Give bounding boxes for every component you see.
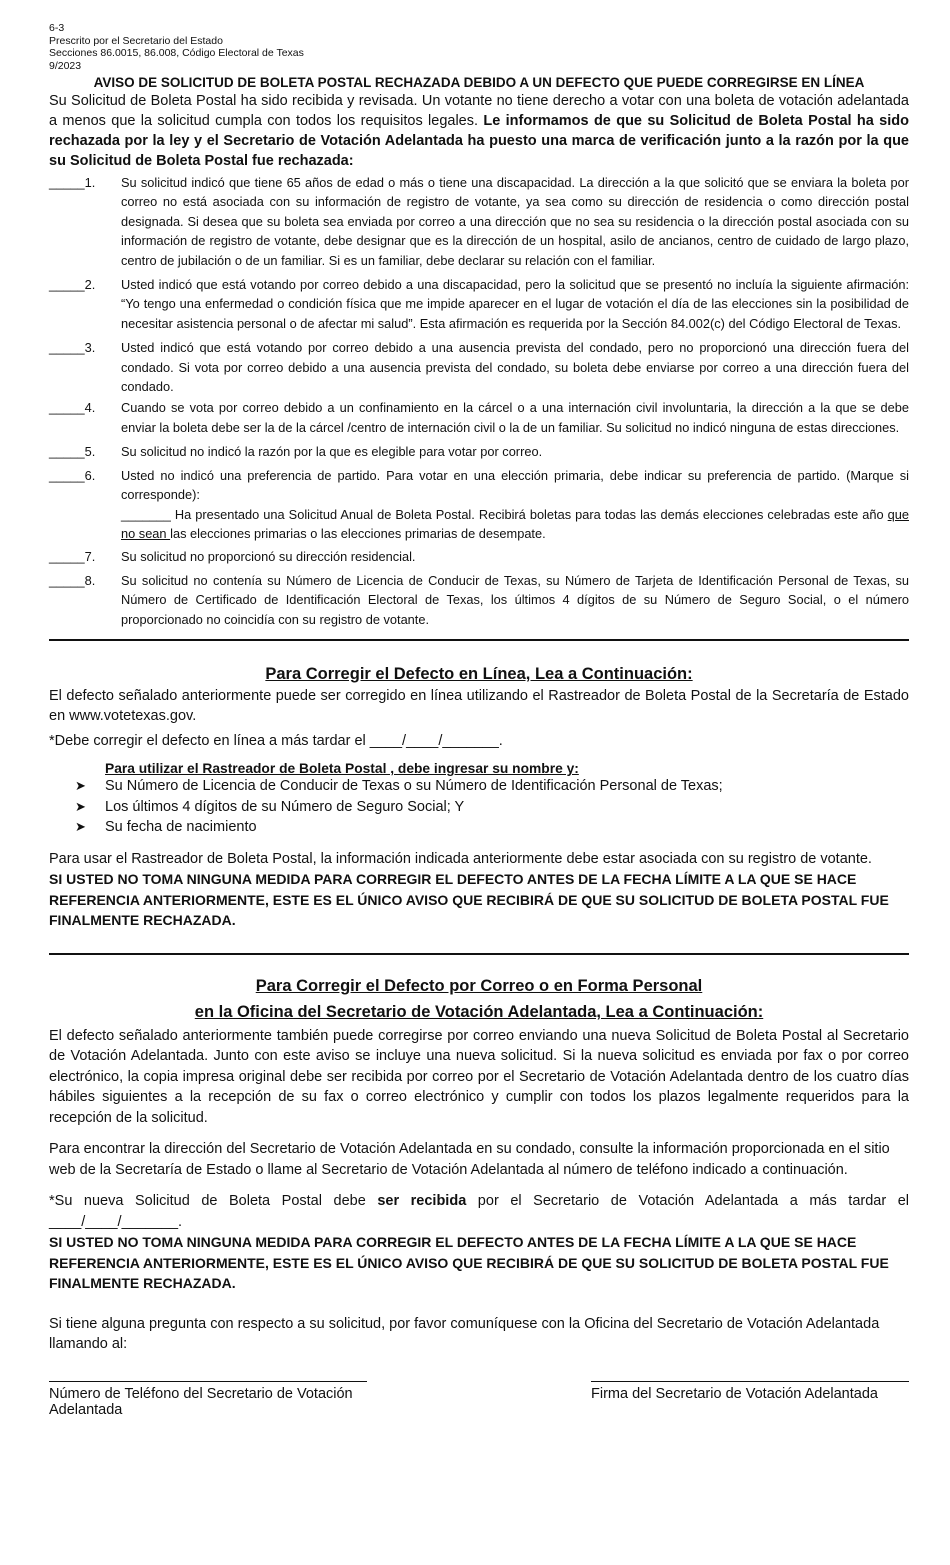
reason-list [49,173,909,629]
annual-application-option [121,505,909,544]
notice-document [49,22,909,1418]
online-warning: SI USTED NO TOMA NINGUNA MEDIDA PARA CORREGIR EL DEFECTO ANTES DE LA FECHA LÍMITE A LA QUE SE HACE REFERENCIA ANTERIORMENTE, ESTE ES EL ÚNICO AVISO QUE RECIBIRÁ DE QUE SU SOLICITUD DE BOLETA POSTAL FUE FINALMENTE RECHAZADA. [49,871,889,929]
requirement-item: ➤ Los últimos 4 dígitos de su Número de Seguro Social; Y [75,797,909,818]
intro-normal: Su Solicitud de Boleta Postal ha sido recibida y revisada. Un votante no tiene derecho a votar con una boleta de votación adelantada a menos que la solicitud cumpla con todos los requisitos legales. [49,93,909,129]
reason-checkbox-line[interactable]: _____6. [49,467,96,483]
reason-text: Usted indicó que está votando por correo debido a una discapacidad, pero la solicitud que se presentó no incluía la siguiente afirmación: “Yo tengo una enfermedad o condición física que me impide aparecer en el lugar de votación el día de las elecciones sin la posibilidad de necesitar asistencia personal o de afectar mi salud”. Esta afirmación es requerida por la Sección 84.002(c) del Código Electoral de Texas. [121,277,909,331]
tracker-note: Para usar el Rastreador de Boleta Postal, la información indicada anteriormente debe estar asociada con su registro de votante. [49,850,872,867]
annual-text-underlined: que no sean [121,506,909,541]
reason-item-5 [49,442,909,461]
mail-paragraph: El defecto señalado anteriormente también puede corregirse por correo enviando una nueva Solicitud de Boleta Postal al Secretario de Votación Adelantada. Junto con este aviso se incluye una nueva solicitud. Si la nueva solicitud es enviada por fax o por correo electrónico, la copia impresa original debe ser recibida por correo por el Secretario de Votación Adelantada dentro de los cuatro días hábiles siguientes a la recepción de su fax o correo electrónico y cumplir con todos los plazos legalmente requeridos para la recepción de la solicitud. [49,1027,909,1126]
reason-checkbox-line[interactable]: _____3. [49,340,96,356]
online-paragraph: El defecto señalado anteriormente puede ser corregido en línea utilizando el Rastreador de Boleta Postal de la Secretaría de Estado en www.votetexas.gov. [49,687,909,725]
reason-text: Su solicitud no proporcionó su dirección residencial. [121,549,416,565]
reason-checkbox-line[interactable]: _____2. [49,277,96,293]
notice-title: AVISO DE SOLICITUD DE BOLETA POSTAL RECHAZADA DEBIDO A UN DEFECTO QUE PUEDE CORREGIRSE EN LÍNEA [93,75,865,90]
form-number: 6-3 [49,22,65,34]
form-header [49,22,909,72]
reason-text: Su solicitud no contenía su Número de Licencia de Conducir de Texas, su Número de Tarjeta de Identificación Personal de Texas, su Número de Certificado de Identificación Electoral de Texas, los últimos 4 dígitos de su Número de Seguro Social, o el número proporcionado no coincidía con su registro de votante. [121,572,909,627]
reason-text: Cuando se vota por correo debido a un confinamiento en la cárcel o a una internación civil involuntaria, la dirección a la que se debe enviar la boleta debe ser la de la cárcel /centro de internación civil o la de un familiar. Su solicitud no indicó ninguna de estas direcciones. [121,400,909,435]
phone-label: Número de Teléfono del Secretario de Votación Adelantada [49,1385,353,1418]
reason-item-2 [49,275,909,333]
annual-text-b: las elecciones primarias o las elecciones primarias de desempate. [170,525,546,541]
intro-bold: Le informamos de que su Solicitud de Boleta Postal ha sido rechazada por la ley y el Secretario de Votación Adelantada ha puesto una marca de verificación junto a la razón por la que su Solicitud de Boleta Postal fue rechazada: [49,113,909,169]
online-heading: Para Corregir el Defecto en Línea, Lea a Continuación: [265,664,693,683]
mail-heading-2: en la Oficina del Secretario de Votación Adelantada, Lea a Continuación: [194,1002,764,1021]
reason-text: Su solicitud indicó que tiene 65 años de edad o más o tiene una discapacidad. La dirección a la que solicitó que se enviara la boleta por correo no está asociada con su información de registro de votante, ya sea como su dirección de residencia o como dirección postal designada. Si desea que su boleta sea enviada por correo a una dirección que no sea su residencia o la dirección postal asociada con su información de registro de votante, debe designar que es la dirección de un hospital, asilo de ancianos, centro de cuidado de largo plazo, centro de jubilación o de un familiar. Si es un familiar, debe declarar su relación con el familiar. [121,175,909,268]
reason-text: Su solicitud no indicó la razón por la que es elegible para votar por correo. [121,444,543,460]
signature-label: Firma del Secretario de Votación Adelantada [591,1385,878,1402]
code-sections: Secciones 86.0015, 86.008, Código Electoral de Texas [49,47,304,59]
section-divider [49,639,909,641]
signature-field[interactable] [591,1381,909,1418]
annual-text-a: Ha presentado una Solicitud Anual de Boleta Postal. Recibirá boletas para todas las demás elecciones celebradas este año [170,506,888,522]
requirement-item: ➤ Su Número de Licencia de Conducir de Texas o su Número de Identificación Personal de Texas; [75,776,909,797]
questions-paragraph: Si tiene alguna pregunta con respecto a su solicitud, por favor comuníquese con la Oficina del Secretario de Votación Adelantada llamando al: [49,1315,880,1353]
reason-item-3 [49,338,909,396]
reason-checkbox-line[interactable]: _____1. [49,175,96,190]
reason-checkbox-line[interactable]: _____5. [49,444,96,460]
form-date: 9/2023 [49,59,82,72]
reason-checkbox-line[interactable]: _____7. [49,549,96,565]
prescribed-by: Prescrito por el Secretario del Estado [49,34,223,47]
arrow-bullet-icon: ➤ [75,798,86,814]
reason-checkbox-line[interactable]: _____4. [49,400,96,416]
reason-item-7 [49,547,909,566]
phone-field[interactable] [49,1381,367,1418]
reason-text: Usted no indicó una preferencia de partido. Para votar en una elección primaria, debe indicar su preferencia de partido. (Marque si corresponde): [121,467,909,503]
arrow-bullet-icon: ➤ [75,778,86,794]
reason-item-6 [49,466,909,544]
reason-item-1 [49,173,909,270]
mail-heading-1: Para Corregir el Defecto por Correo o en Forma Personal [255,976,703,995]
reason-item-8 [49,571,909,629]
reason-item-4 [49,398,909,437]
reason-text: Usted indicó que está votando por correo debido a una ausencia prevista del condado, pero no proporcionó una dirección fuera del condado. Si vota por correo debido a una ausencia prevista del condado, su boleta debe enviarse por correo a una dirección fuera del condado. [121,340,909,395]
online-deadline: *Debe corregir el defecto en línea a más tardar el ____/____/_______. [49,732,503,749]
reason-checkbox-line[interactable]: _____8. [49,572,96,588]
mail-deadline: *Su nueva Solicitud de Boleta Postal debe ser recibida por el Secretario de Votación Adelantada a más tardar el ____/____/_______. [49,1193,910,1230]
tracker-requirements-heading: Para utilizar el Rastreador de Boleta Postal , debe ingresar su nombre y: [105,761,579,777]
arrow-bullet-icon: ➤ [75,819,86,835]
section-divider [49,953,909,955]
mail-warning: SI USTED NO TOMA NINGUNA MEDIDA PARA CORREGIR EL DEFECTO ANTES DE LA FECHA LÍMITE A LA QUE SE HACE REFERENCIA ANTERIORMENTE, ESTE ES EL ÚNICO AVISO QUE RECIBIRÁ DE QUE SU SOLICITUD DE BOLETA POSTAL FUE FINALMENTE RECHAZADA. [49,1234,889,1292]
address-paragraph: Para encontrar la dirección del Secretario de Votación Adelantada en su condado, consulte la información proporcionada en el sitio web de la Secretaría de Estado o llame al Secretario de Votación Adelantada al número de teléfono indicado a continuación. [49,1141,890,1178]
annual-checkbox-line[interactable]: _______ [121,506,171,522]
requirement-item: ➤ Su fecha de nacimiento [75,817,909,838]
signature-area [49,1381,909,1418]
intro-paragraph [49,91,909,171]
